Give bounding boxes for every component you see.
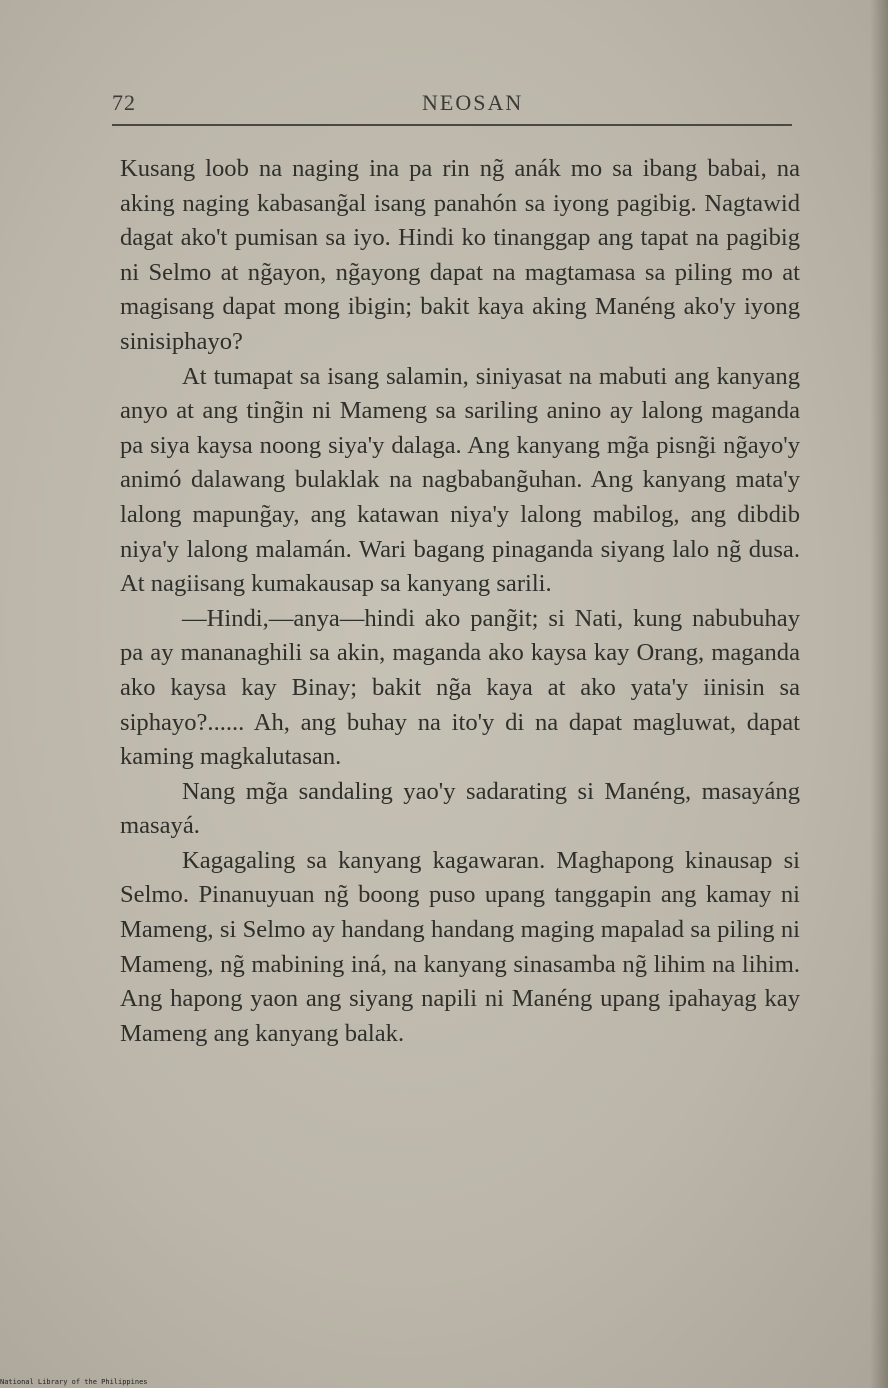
- paragraph-4: Nang mg̃a sandaling yao'y sadarating si Manéng, masayáng masayá.: [120, 777, 800, 840]
- page-header: [112, 88, 792, 124]
- paragraph-3: —Hindi,—anya—hindi ako pang̃it; si Nati, kung nabubuhay pa ay mananaghili sa akin, maganda ako kaysa kay Orang, maganda ako kaysa kay Binay; bakit ng̃a kaya at ako yata'y iinisin sa siphayo?...... Ah, ang buhay na ito'y di na dapat magluwat, dapat kaming magkalutasan.: [120, 604, 800, 771]
- page-spine-shadow: [870, 0, 888, 1388]
- paragraph-1: Kusang loob na naging ina pa rin ng̃ anák mo sa ibang babai, na aking naging kabasang̃al isang panahón sa iyong pagibig. Nagtawid dagat ako't pumisan sa iyo. Hindi ko tinanggap ang tapat na pagibig ni Selmo at ng̃ayon, ng̃ayong dapat na magtamasa sa piling mo at magisang dapat mong ibigin; bakit kaya aking Manéng ako'y iyong sinisiphayo?: [120, 155, 800, 355]
- paragraph-5: Kagagaling sa kanyang kagawaran. Maghapong kinausap si Selmo. Pinanuyuan ng̃ boong puso upang tanggapin ang kamay ni Mameng, si Selmo ay handang handang maging mapalad sa piling ni Mameng, ng̃ mabining iná, na kanyang sinasamba ng̃ lihim na lihim. Ang hapong yaon ang siyang napili ni Manéng upang ipahayag kay Mameng ang kanyang balak.: [120, 846, 800, 1047]
- page-number: 72: [112, 90, 136, 115]
- running-title: NEOSAN: [422, 90, 524, 115]
- paragraph-2: At tumapat sa isang salamin, siniyasat na mabuti ang kanyang anyo at ang ting̃in ni Mameng sa sariling anino ay lalong maganda pa siya kaysa noong siya'y dalaga. Ang kanyang mg̃a pisng̃i ng̃ayo'y animó dalawang bulaklak na nagbabang̃uhan. Ang kanyang mata'y lalong mapung̃ay, ang katawan niya'y lalong mabilog, ang dibdib niya'y lalong malamán. Wari bagang pinaganda siyang lalo ng̃ dusa. At nagiisang kumakausap sa kanyang sarili.: [120, 362, 800, 598]
- library-credit: National Library of the Philippines: [0, 1378, 148, 1386]
- header-rule: [112, 124, 792, 126]
- body-text: [120, 152, 800, 1051]
